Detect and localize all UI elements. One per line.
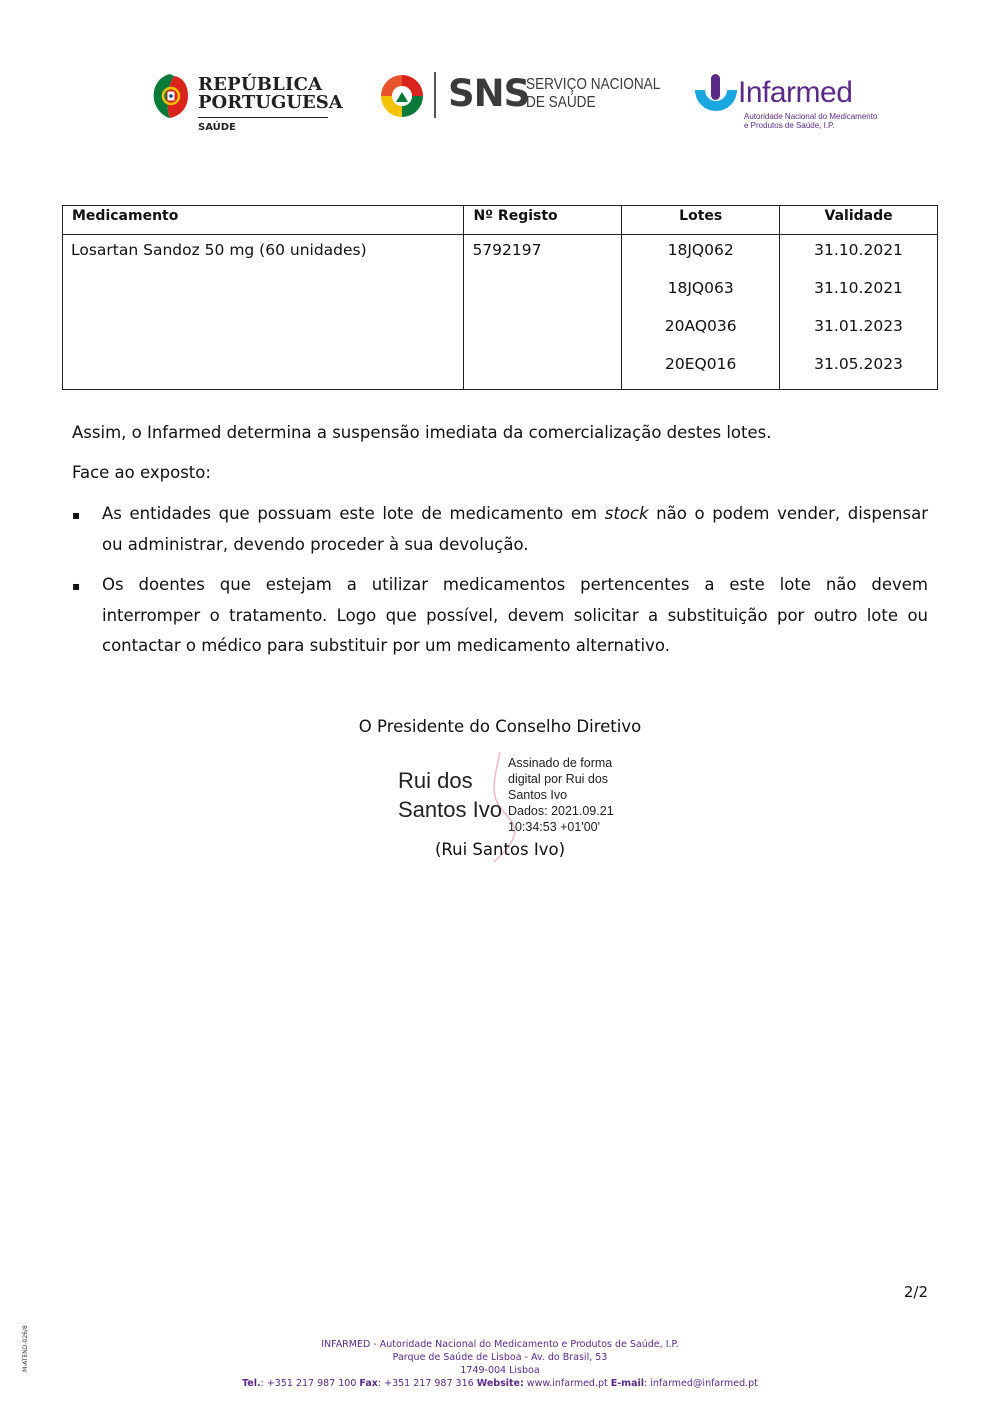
infarmed-wordmark: Infarmed <box>738 76 853 109</box>
signature-info-line: Assinado de forma <box>508 756 613 770</box>
digital-signature-name-line1: Rui dos <box>398 768 473 793</box>
footer-line1: INFARMED - Autoridade Nacional do Medicamento e Produtos de Saúde, I.P. <box>321 1339 679 1350</box>
item1-line2: ou administrar, devendo proceder à sua devolução. <box>102 534 529 554</box>
bullet-icon: ▪ <box>72 508 81 522</box>
cell-validade <box>780 235 938 390</box>
item1-text-b: não o podem vender, dispensar <box>648 504 928 523</box>
email-label: E-mail <box>610 1378 645 1389</box>
page-number: 2/2 <box>903 1283 928 1301</box>
infarmed-subtitle-line1: Autoridade Nacional do Medicamento <box>744 112 878 121</box>
list-item-entities <box>102 499 928 560</box>
tel-label: Tel. <box>242 1378 261 1389</box>
header-lotes: Lotes <box>622 206 780 235</box>
table-header-row <box>63 206 938 235</box>
signature-info-line: digital por Rui dos <box>508 772 609 786</box>
cell-lotes <box>622 235 780 390</box>
rp-title-line2: PORTUGUESA <box>198 92 343 113</box>
email-link[interactable]: : infarmed@infarmed.pt <box>644 1378 758 1389</box>
list-item-patients <box>102 570 928 662</box>
sns-acronym: SNS <box>448 72 530 115</box>
header-validade: Validade <box>780 206 938 235</box>
rp-title-line1: REPÚBLICA <box>198 74 323 95</box>
item1-text-italic: stock <box>604 504 649 523</box>
item2-line3: contactar o médico para substituir por um medicamento alternativo. <box>102 636 670 655</box>
sns-ring-icon <box>378 72 426 120</box>
paragraph-face-ao-exposto: Face ao exposto: <box>72 463 211 482</box>
item2-line2: interromper o tratamento. Logo que possível, devem solicitar a substituição por outro lote ou <box>102 605 928 625</box>
sns-logo <box>378 70 661 122</box>
cell-medicamento <box>63 235 464 390</box>
header-medicamento: Medicamento <box>63 206 464 235</box>
validade-value: 31.01.2023 <box>814 317 903 335</box>
signature-info-line: Dados: 2021.09.21 <box>508 804 614 818</box>
fax-value: : +351 217 987 316 <box>377 1378 477 1389</box>
footer-contacts <box>0 1378 1000 1389</box>
digital-signature-name-line2: Santos Ivo <box>398 797 502 822</box>
validade-value: 31.10.2021 <box>814 279 903 297</box>
website-label: Website: <box>476 1378 524 1389</box>
signatory-title: O Presidente do Conselho Diretivo <box>358 717 642 736</box>
infarmed-logo <box>694 72 878 134</box>
validade-value: 31.10.2021 <box>814 241 903 259</box>
lote-value: 18JQ063 <box>667 279 734 297</box>
paragraph-suspension: Assim, o Infarmed determina a suspensão imediata da comercialização destes lotes. <box>72 423 772 442</box>
signature-info-line: Santos Ivo <box>508 788 568 802</box>
lote-value: 20EQ016 <box>665 355 737 373</box>
document-code: M-ATEND-026/8 <box>22 1325 29 1372</box>
signature-info-line: 10:34:53 +01'00' <box>508 820 601 834</box>
footer-line2: Parque de Saúde de Lisboa - Av. do Brasil, 53 <box>392 1352 608 1363</box>
bullet-icon: ▪ <box>72 579 81 593</box>
item2-line1: Os doentes que estejam a utilizar medicamentos pertencentes a este lote não devem <box>102 575 928 594</box>
sns-separator <box>434 72 436 118</box>
table-row <box>63 235 938 390</box>
fax-label: Fax <box>359 1378 378 1389</box>
medicamento-value: Losartan Sandoz 50 mg (60 unidades) <box>71 241 367 259</box>
website-link[interactable]: www.infarmed.pt <box>523 1378 611 1389</box>
footer-line3: 1749-004 Lisboa <box>460 1365 540 1376</box>
lote-value: 18JQ062 <box>667 241 734 259</box>
rp-divider <box>198 117 328 118</box>
validade-value: 31.05.2023 <box>814 355 903 373</box>
sns-name-line2: DE SAÚDE <box>526 94 596 111</box>
republica-portuguesa-logo <box>150 72 343 134</box>
infarmed-drop-icon <box>694 72 738 118</box>
lote-value: 20AQ036 <box>664 317 737 335</box>
signatory-name: (Rui Santos Ivo) <box>434 840 566 859</box>
item1-text-a: As entidades que possuam este lote de medicamento em <box>102 504 605 523</box>
infarmed-subtitle-line2: e Produtos de Saúde, I.P. <box>744 121 835 130</box>
header-registo: Nº Registo <box>464 206 622 235</box>
registo-value: 5792197 <box>472 241 542 259</box>
rp-subtitle: SAÚDE <box>198 122 236 133</box>
item1-line1 <box>102 499 928 530</box>
cell-registo <box>464 235 622 390</box>
tel-value: : +351 217 987 100 <box>260 1378 360 1389</box>
sns-name-line1: SERVIÇO NACIONAL <box>526 76 661 93</box>
medication-table <box>62 205 938 390</box>
portugal-emblem-icon <box>150 72 190 120</box>
